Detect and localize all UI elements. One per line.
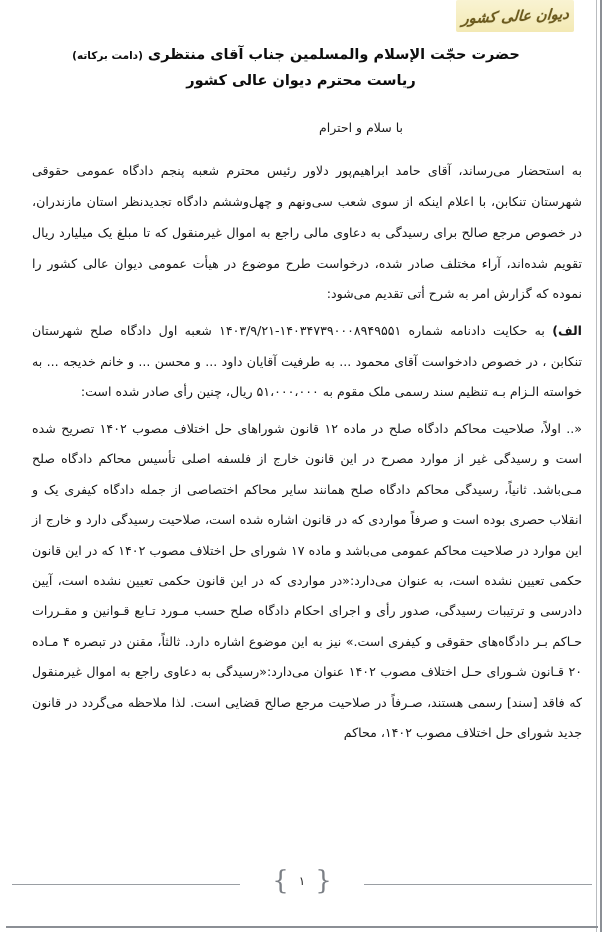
page-footer xyxy=(0,864,604,904)
addressee-title-line xyxy=(36,44,582,66)
addressee-honorific: (دامت برکاته) xyxy=(72,50,143,62)
page-frame-rule-inner xyxy=(596,0,597,932)
footer-rule-right xyxy=(364,884,592,885)
letter-body xyxy=(26,156,582,755)
section-label-alef: الف) xyxy=(552,323,582,339)
section-alef-text: به حکایت دادنامه شماره ۱۴۰۳۴۷۳۹۰۰۰۸۹۴۹۵۵۱-۱۴۰۳/۹/۲۱ شعبه اول دادگاه صلح شهرستان تنکابن ، در خصوص دادخواست آقای محمود ... به طرفیت آقایان داود ... و محسن ... و خانم خدیجه ... به خواسته الـزام بـه تنظیم سند رسمی ملک مقوم به ۵۱،۰۰۰،۰۰۰ ریال، چنین رأی صادر شده است: xyxy=(32,323,582,400)
paragraph-section-alef xyxy=(32,316,582,407)
page-number: ۱ xyxy=(298,874,306,888)
addressee-office-line: ریاست محترم دیوان عالی کشور xyxy=(186,73,416,90)
supreme-court-logo xyxy=(456,0,574,32)
page-number-group xyxy=(247,868,357,894)
paragraph-quoted-judgment: «.. اولاً، صلاحیت محاکم دادگاه صلح در ماده ۱۲ قانون شوراهای حل اختلاف مصوب ۱۴۰۲ تصریح شده است و رسیدگی غیر از موارد مصرح در این قانون خارج از فلسفه اصلی تأسیس محاکم دادگاه صلح مـی‌باشد. ثانیاً، رسیدگی محاکم دادگاه صلح همانند سایر محاکم اختصاصی از جمله دادگاه کیفری یک و انقلاب حصری بوده است و صرفاً مواردی که در قانون اشاره شده است، صلاحیت رسیدگی دارد و خارج از این موارد در صلاحیت محاکم عمومی می‌باشد و ماده ۱۷ شورای حل اختلاف مصوب ۱۴۰۲ که در این قانون حکمی تعیین نشده است، به عنوان می‌دارد:«در مواردی که در این قانون حکمی تعیین نشده است، آیین دادرسی و ترتیبات رسیدگی، صدور رأی و اجرای احکام دادگاه صلح حسب مـورد تـابع قـوانین و مقـررات حـاکم بـر دادگاه‌های حقوقی و کیفری است.» نیز به این موضوع اشاره دارد. ثالثاً، مقنن در تبصره ۴ مـاده ۲۰ قـانون شـورای حـل اختلاف مصوب ۱۴۰۲ عنوان می‌دارد:«رسیدگی به دعاوی راجع به اموال غیرمنقول که فاقد [سند] رسمی هستند، صـرفاً در صلاحیت مرجع صالح قضایی است. لذا ملاحظه می‌گردد در قانون جدید شورای حل اختلاف مصوب ۱۴۰۲، محاکم xyxy=(32,420,583,741)
addressee-name: حضرت حجّت الإسلام والمسلمین جناب آقای منتظری xyxy=(142,47,520,63)
brace-right-icon: } xyxy=(272,866,289,896)
footer-rule-left xyxy=(12,884,240,885)
paragraph-intro: به استحضار می‌رساند، آقای حامد ابراهیم‌پور دلاور رئیس محترم شعبه پنجم دادگاه عمومی حقوقی شهرستان تنکابن، با اعلام اینکه از سوی شعب سی‌ونهم و چهل‌وششم دادگاه تجدیدنظر استان مازندران، در خصوص مرجع صالح برای رسیدگی به دعاوی مالی راجع به اموال غیرمنقول که تا مبلغ یک میلیارد ریال تقویم شده‌اند، آراء مختلف صادر شده، درخواست طرح موضوع در هیأت عمومی دیوان عالی کشور را نموده که گزارش امر به شرح أتی تقدیم می‌شود: xyxy=(32,163,582,302)
page-frame-rule-outer xyxy=(600,0,602,932)
brace-left-icon: { xyxy=(315,866,332,896)
footer-baseline-rule xyxy=(6,926,598,928)
letter-heading xyxy=(36,44,582,93)
letterhead xyxy=(32,0,592,34)
salutation: با سلام و احترام xyxy=(319,120,403,135)
logo-text: دیوان عالی کشور xyxy=(460,5,570,27)
